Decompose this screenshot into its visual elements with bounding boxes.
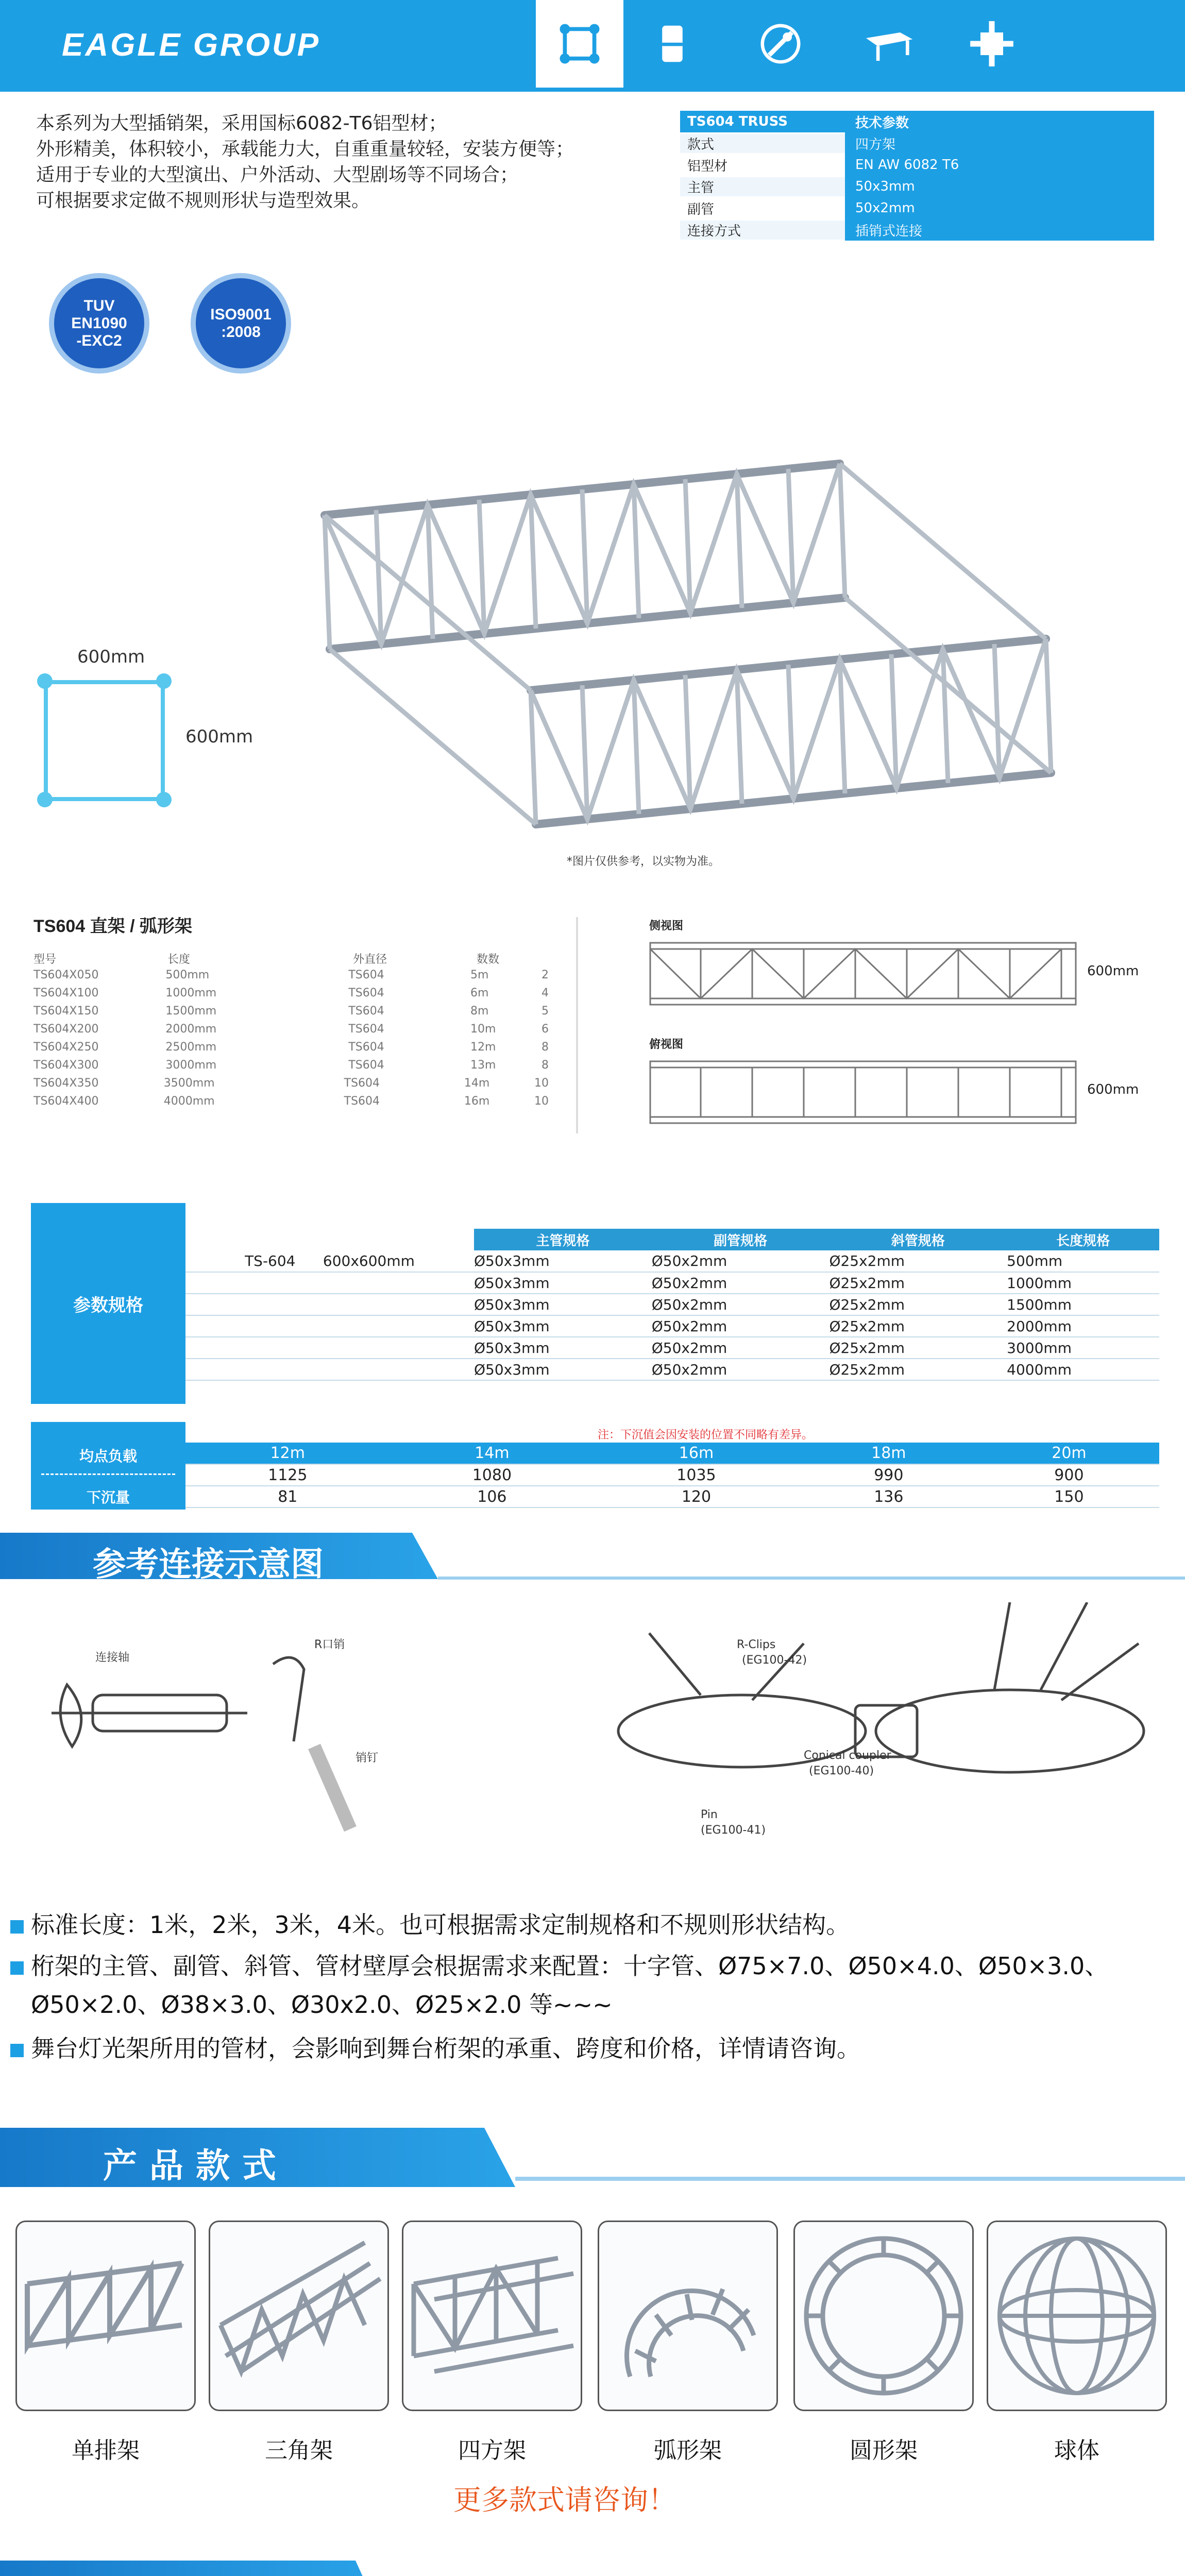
bullet-icon: [10, 2044, 24, 2057]
title-underline: [438, 1577, 1185, 1580]
intro-line: 适用于专业的大型演出、户外活动、大型剧场等不同场合；: [36, 164, 519, 185]
top-view-diagram: [649, 1056, 1077, 1128]
model-row: TS604X300 3000mm TS604 13m 8: [33, 1059, 549, 1072]
col-header: 长度规格: [1007, 1229, 1159, 1250]
table-row: Ø50x3mm Ø50x2mm Ø25x2mm 2000mm: [185, 1315, 1159, 1337]
spec-table: [680, 111, 1154, 241]
spec-value: EN AW 6082 T6: [845, 154, 1154, 176]
connection-diagram: [31, 1602, 1164, 1850]
tube-marker: [37, 792, 53, 807]
type-card-triangle[interactable]: [209, 2221, 389, 2411]
model-row: TS604X150 1500mm TS604 8m 5: [33, 1005, 549, 1018]
nav-stage[interactable]: [845, 0, 933, 88]
tube-marker: [156, 673, 172, 689]
bullet-text: 标准长度：1米，2米，3米，4米。也可根据需求定制规格和不规则形状结构。: [31, 1911, 850, 1939]
spec-value: 50x2mm: [845, 197, 1154, 219]
table-row: 81 106 120 136 150: [185, 1486, 1159, 1507]
load-grid: 12m 14m 16m 18m 20m 1125 1080 1035 990 900 81 106 120 136 150: [185, 1443, 1159, 1508]
model-list: [33, 951, 549, 1113]
single-truss-icon: [17, 2222, 194, 2410]
table-row: Ø50x3mm Ø50x2mm Ø25x2mm 4000mm: [185, 1359, 1159, 1380]
col-header: 外直径: [353, 953, 387, 966]
sphere-truss-icon: [988, 2222, 1165, 2410]
circle-truss-icon: [795, 2222, 972, 2410]
divider: [576, 917, 578, 1133]
stage-icon: [860, 15, 917, 72]
type-label: 圆形架: [850, 2437, 918, 2464]
spec-key: 款式: [680, 134, 845, 153]
header-divider: [0, 88, 1185, 92]
intro-line: 外形精美，体积较小，承载能力大，自重重量较轻，安装方便等；: [36, 139, 574, 160]
nav-module[interactable]: [629, 0, 716, 88]
brand-logo[interactable]: EAGLE GROUP: [62, 27, 321, 63]
dim-width-label: 600mm: [77, 647, 145, 667]
bullet-item: [10, 1906, 850, 1943]
spec-value: 四方架: [845, 132, 1154, 154]
conn-label: Pin: [701, 1808, 718, 1821]
tube-marker: [156, 792, 172, 807]
bullet-text: Ø50×2.0、Ø38×3.0、Ø30x2.0、Ø25×2.0 等~~~: [31, 1991, 613, 2019]
type-label: 弧形架: [654, 2437, 722, 2464]
params-grid: [185, 1229, 1159, 1381]
model-row: TS604X050 500mm TS604 5m 2: [33, 969, 549, 981]
beam-line: [41, 1473, 175, 1475]
type-card-arc[interactable]: [598, 2221, 778, 2411]
conn-label: (EG100-40): [809, 1765, 874, 1777]
spec-value: 50x3mm: [845, 176, 1154, 197]
nav-lighting[interactable]: [737, 0, 824, 88]
type-label: 三角架: [265, 2437, 333, 2464]
intro-line: 可根据要求定做不规则形状与造型效果。: [36, 190, 370, 211]
type-label: 单排架: [72, 2437, 140, 2464]
top-view-label: 俯视图: [649, 1038, 684, 1051]
table-row: 1125 1080 1035 990 900: [185, 1464, 1159, 1486]
module-icon: [644, 15, 701, 72]
type-card-sphere[interactable]: [987, 2221, 1167, 2411]
size-cell: 600x600mm: [323, 1252, 415, 1269]
bullet-item: [10, 1947, 1108, 1985]
types-title: 产品款式: [103, 2146, 289, 2184]
cert-text: EN1090: [71, 314, 127, 332]
model-row: TS604X350 3500mm TS604 14m 10: [33, 1077, 549, 1090]
type-card-circle[interactable]: [793, 2221, 974, 2411]
square-truss-icon: [403, 2222, 581, 2410]
conn-label: R口销: [314, 1638, 345, 1651]
conn-label: 销钉: [356, 1752, 379, 1765]
type-label: 四方架: [458, 2437, 526, 2464]
deflection-label: 下沉量: [86, 1489, 130, 1506]
col-header: 长度: [167, 953, 191, 966]
conn-label: 连接轴: [95, 1651, 130, 1664]
bullet-icon: [10, 1920, 24, 1934]
side-view-diagram: [649, 938, 1077, 1010]
title-underline: [515, 2177, 1185, 2181]
side-view-label: 侧视图: [649, 920, 684, 933]
bullet-item: [10, 2030, 860, 2067]
bullet-text: 桁架的主管、副管、斜管、管材壁厚会根据需求来配置：十字管、Ø75×7.0、Ø50×4.0、Ø50×3.0、: [31, 1952, 1109, 1980]
spec-key: 连接方式: [680, 221, 845, 240]
model-row: TS604X400 4000mm TS604 16m 10: [33, 1095, 549, 1108]
model-row: TS604X100 1000mm TS604 6m 4: [33, 987, 549, 999]
spec-title: TS604 TRUSS: [680, 111, 845, 132]
table-row: Ø50x3mm Ø50x2mm Ø25x2mm 1000mm: [185, 1272, 1159, 1294]
bullet-text: 舞台灯光架所用的管材，会影响到舞台桁架的承重、跨度和价格，详情请咨询。: [31, 2035, 860, 2062]
rigging-icon: [963, 15, 1020, 72]
model-row: TS604X250 2500mm TS604 12m 8: [33, 1041, 549, 1054]
arc-truss-icon: [599, 2222, 776, 2410]
col-header: 副管规格: [652, 1229, 830, 1250]
nav-rigging[interactable]: [948, 0, 1036, 88]
model-list-title: TS604 直架 / 弧形架: [33, 917, 192, 936]
tuv-cert-badge: [49, 273, 149, 374]
conn-label: (EG100-41): [701, 1824, 766, 1837]
photo-note: *图片仅供参考，以实物为准。: [567, 855, 720, 868]
cert-text: ISO9001: [210, 306, 272, 323]
intro-text: [36, 111, 629, 214]
details-title: [103, 2571, 289, 2576]
type-card-square[interactable]: [402, 2221, 582, 2411]
spec-key: 主管: [680, 177, 845, 196]
connection-title: 参考连接示意图: [93, 1546, 324, 1583]
bullet-icon: [10, 1961, 24, 1975]
cert-text: TUV: [83, 297, 115, 314]
bullet-item: [31, 1986, 613, 2023]
nav-square-truss[interactable]: [536, 0, 623, 88]
spec-title-value: 技术参数: [845, 111, 1154, 132]
load-label: [31, 1422, 185, 1510]
dim-height-label: 600mm: [185, 726, 253, 747]
table-row: Ø50x3mm Ø50x2mm Ø25x2mm 1500mm: [185, 1294, 1159, 1315]
col-header: 型号: [33, 953, 57, 966]
iso-cert-badge: [191, 273, 291, 374]
model-cell: TS-604: [245, 1252, 296, 1269]
intro-line: 本系列为大型插销架，采用国标6082-T6铝型材；: [36, 113, 447, 134]
cross-section-diagram: [44, 680, 165, 801]
col-header: 主管规格: [474, 1229, 652, 1250]
col-header: 斜管规格: [829, 1229, 1007, 1250]
params-label: 参数规格: [31, 1203, 185, 1404]
more-styles-link[interactable]: 更多款式请咨询！: [453, 2484, 676, 2516]
top-view-dim: 600mm: [1087, 1082, 1139, 1097]
lighting-icon: [752, 15, 809, 72]
col-header: 数数: [477, 953, 500, 966]
uniform-load-label: 均点负载: [79, 1448, 137, 1465]
truss-product-image: [309, 453, 1082, 835]
model-row: TS604X200 2000mm TS604 10m 6: [33, 1023, 549, 1036]
square-truss-icon: [551, 15, 608, 72]
load-warning: 注：下沉值会因安装的位置不同略有差异。: [598, 1429, 814, 1442]
conn-label: R-Clips: [737, 1638, 776, 1651]
triangle-truss-icon: [210, 2222, 387, 2410]
type-card-single[interactable]: [15, 2221, 196, 2411]
side-view-dim: 600mm: [1087, 963, 1139, 979]
conn-label: (EG100-42): [742, 1654, 807, 1667]
table-row: TS-604 600x600mm Ø50x3mm Ø50x2mm Ø25x2mm 500mm: [185, 1250, 1159, 1272]
cert-text: -EXC2: [76, 332, 122, 349]
table-row: Ø50x3mm Ø50x2mm Ø25x2mm 3000mm: [185, 1337, 1159, 1359]
cert-text: :2008: [221, 323, 261, 341]
tube-marker: [37, 673, 53, 689]
parameters-table: [31, 1203, 1159, 1404]
spec-key: 副管: [680, 199, 845, 218]
type-label: 球体: [1054, 2437, 1099, 2464]
spec-key: 铝型材: [680, 156, 845, 175]
conn-label: Conical coupler: [804, 1749, 891, 1762]
spec-value: 插销式连接: [845, 219, 1154, 241]
